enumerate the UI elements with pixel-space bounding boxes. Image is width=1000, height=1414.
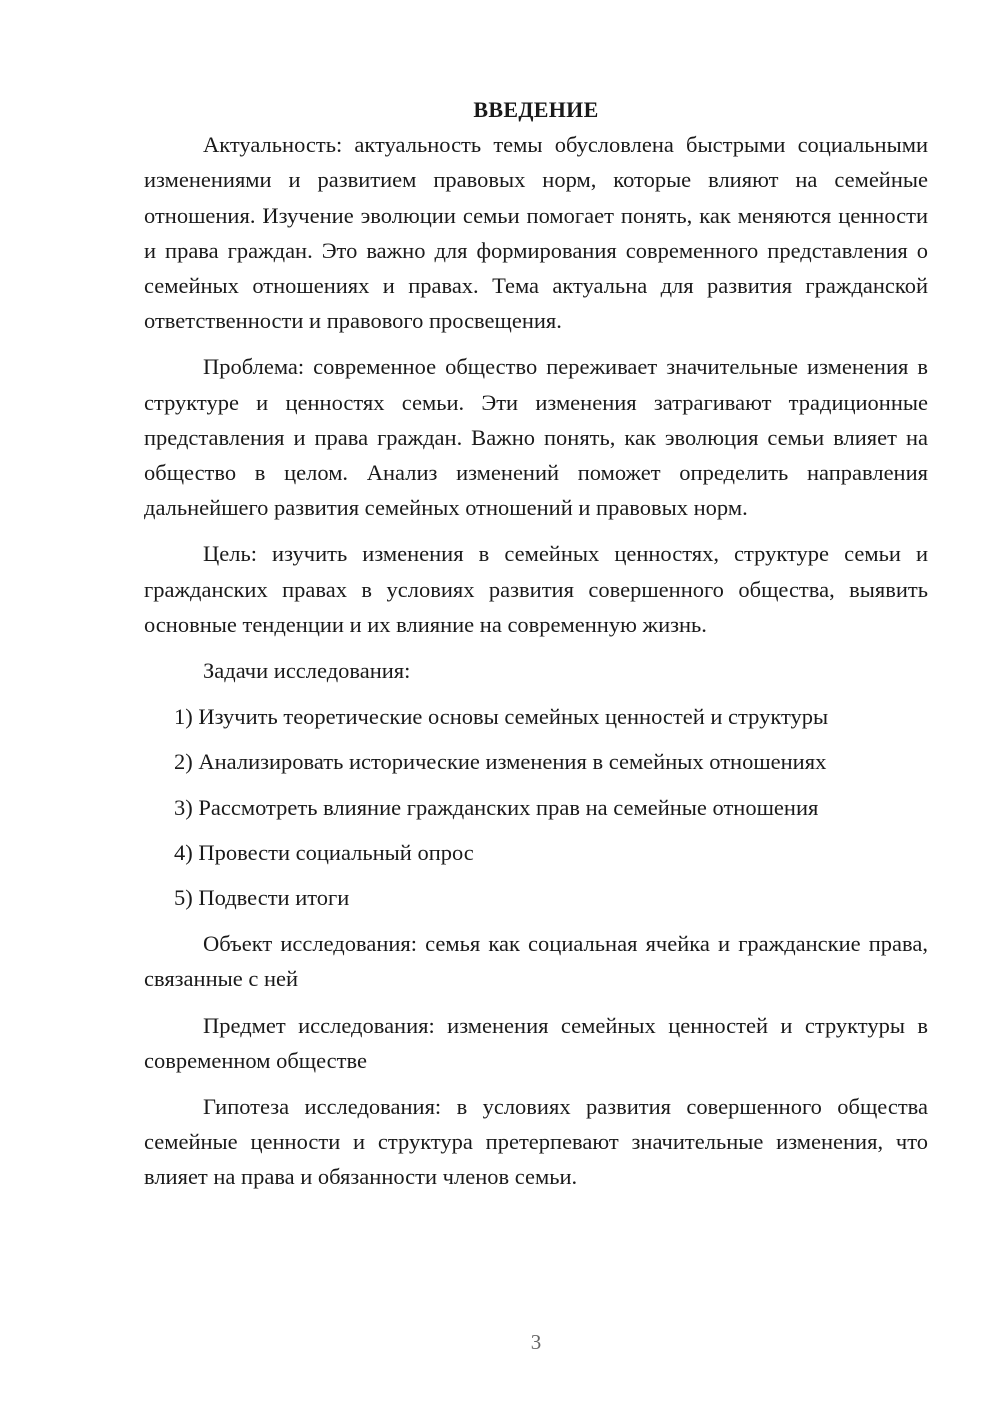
- tasks-list: [144, 699, 928, 915]
- list-item: 5) Подвести итоги: [174, 885, 350, 911]
- paragraph-object: Объект исследования: семья как социальная ячейка и гражданские права, связанные с ней: [144, 931, 928, 992]
- list-item: 1) Изучить теоретические основы семейных ценностей и структуры: [174, 704, 829, 730]
- paragraph-hypothesis: Гипотеза исследования: в условиях развития совершенного общества семейные ценности и структура претерпевают значительные изменения, что влияет на права и обязанности членов семьи.: [144, 1094, 928, 1190]
- paragraph-relevance: Актуальность: актуальность темы обусловлена быстрыми социальными изменениями и развитием правовых норм, которые влияют на семейные отношения. Изучение эволюции семьи помогает понять, как меняются ценности и права граждан. Это важно для формирования современного представления о семейных отношениях и правах. Тема актуальна для развития гражданской ответственности и правового просвещения.: [144, 132, 928, 334]
- paragraph-subject: Предмет исследования: изменения семейных ценностей и структуры в современном обществе: [144, 1012, 928, 1073]
- list-item: 3) Рассмотреть влияние гражданских прав на семейные отношения: [174, 794, 819, 820]
- page-content: [144, 92, 928, 1206]
- list-item: 4) Провести социальный опрос: [174, 839, 474, 865]
- list-item: 2) Анализировать исторические изменения в семейных отношениях: [174, 749, 827, 775]
- paragraph-problem: Проблема: современное общество переживает значительные изменения в структуре и ценностях семьи. Эти изменения затрагивают традиционные представления и права граждан. Важно понять, как эволюция семьи влияет на общество в целом. Анализ изменений поможет определить направления дальнейшего развития семейных отношений и правовых норм.: [144, 354, 928, 521]
- paragraph-goal: Цель: изучить изменения в семейных ценностях, структуре семьи и гражданских правах в условиях развития совершенного общества, выявить основные тенденции и их влияние на современную жизнь.: [144, 541, 928, 637]
- page-number: 3: [530, 1330, 542, 1354]
- tasks-intro: Задачи исследования:: [203, 658, 411, 684]
- page-heading: ВВЕДЕНИЕ: [473, 97, 599, 122]
